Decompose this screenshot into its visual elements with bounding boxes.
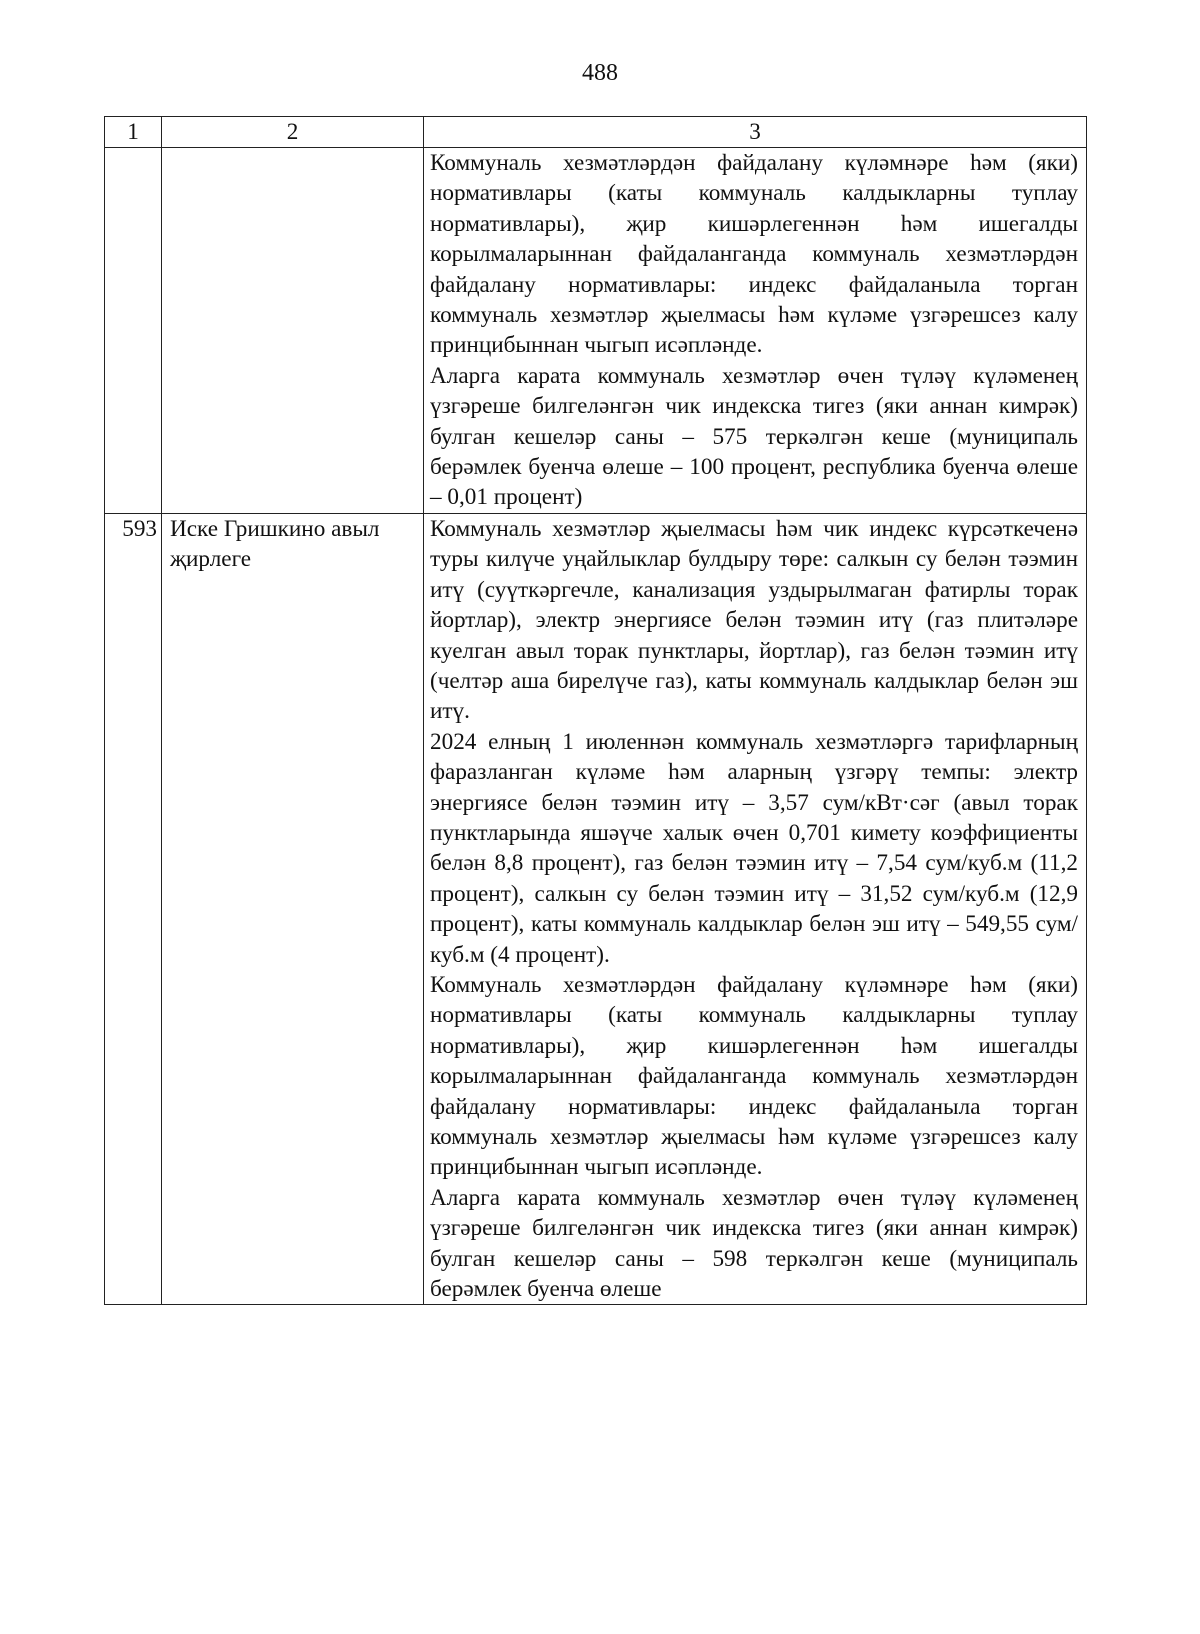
description-paragraph: Аларга карата коммуналь хезмәтләр өчен түләү күләменең үзгәреше билгеләнгән чик индекска тигез (яки аннан кимрәк) булган кешеләр саны – 598 теркәлгән кеше (муниципаль берәмлек буенча өлеше xyxy=(430,1184,1078,1303)
description-paragraph: 2024 елның 1 июленнән коммуналь хезмәтләргә тарифларның фаразланган күләме һәм аларның үзгәрү темпы: электр энергиясе белән тәэмин итү – 3,57 сум/кВт·сәг (авыл торак пунктларында яшәүче халык өчен 0,701 кимету коэффициенты белән 8,8 процент), газ белән тәэмин итү – 7,54 сум/куб.м (11,2 процент), салкын су белән тәэмин итү – 31,52 сум/куб.м (12,9 процент), каты коммуналь калдыклар белән эш итү – 549,55 сум/куб.м (4 процент). xyxy=(430,728,1078,968)
table-header-row xyxy=(105,117,1087,148)
column-header-1: 1 xyxy=(105,117,162,148)
column-header-2: 2 xyxy=(162,117,424,148)
settlement-name xyxy=(162,148,424,514)
row-number xyxy=(105,148,162,514)
description-paragraph: Аларга карата коммуналь хезмәтләр өчен түләү күләменең үзгәреше билгеләнгән чик индекска тигез (яки аннан кимрәк) булган кешеләр саны – 575 теркәлгән кеше (муниципаль берәмлек буенча өлеше – 100 процент, республика буенча өлеше – 0,01 процент) xyxy=(430,362,1078,511)
column-header-3: 3 xyxy=(424,117,1087,148)
settlement-name: Иске Гришкино авыл җирлеге xyxy=(162,513,424,1305)
table-row xyxy=(105,513,1087,1305)
document-table xyxy=(104,116,1087,1305)
description-cell xyxy=(424,148,1087,514)
description-cell xyxy=(424,513,1087,1305)
description-paragraph: Коммуналь хезмәтләрдән файдалану күләмнәре һәм (яки) нормативлары (каты коммуналь калдыкларны туплау нормативлары), җир кишәрлегеннән һәм ишегалды корылмаларыннан файдаланганда коммуналь хезмәтләрдән файдалану нормативлары: индекс файдаланыла торган коммуналь хезмәтләр җыелмасы һәм күләме үзгәрешсез калу принцибыннан чыгып исәпләнде. xyxy=(430,150,1078,359)
page-number: 488 xyxy=(582,60,618,86)
description-paragraph: Коммуналь хезмәтләр җыелмасы һәм чик индекс күрсәткеченә туры килүче уңайлыклар булдыру төре: салкын су белән тәэмин итү (суүткәргечле, канализация уздырылмаган фатирлы торак йортлар), электр энергиясе белән тәэмин итү (газ плитәләре куелган авыл торак пунктлары, йортлар), газ белән тәэмин итү (челтәр аша бирелүче газ), каты коммуналь калдыклар белән эш итү. xyxy=(430,515,1078,725)
table-row xyxy=(105,148,1087,514)
row-number: 593 xyxy=(105,513,162,1305)
description-paragraph: Коммуналь хезмәтләрдән файдалану күләмнәре һәм (яки) нормативлары (каты коммуналь калдыкларны туплау нормативлары), җир кишәрлегеннән һәм ишегалды корылмаларыннан файдаланганда коммуналь хезмәтләрдән файдалану нормативлары: индекс файдаланыла торган коммуналь хезмәтләр җыелмасы һәм күләме үзгәрешсез калу принцибыннан чыгып исәпләнде. xyxy=(430,971,1078,1181)
